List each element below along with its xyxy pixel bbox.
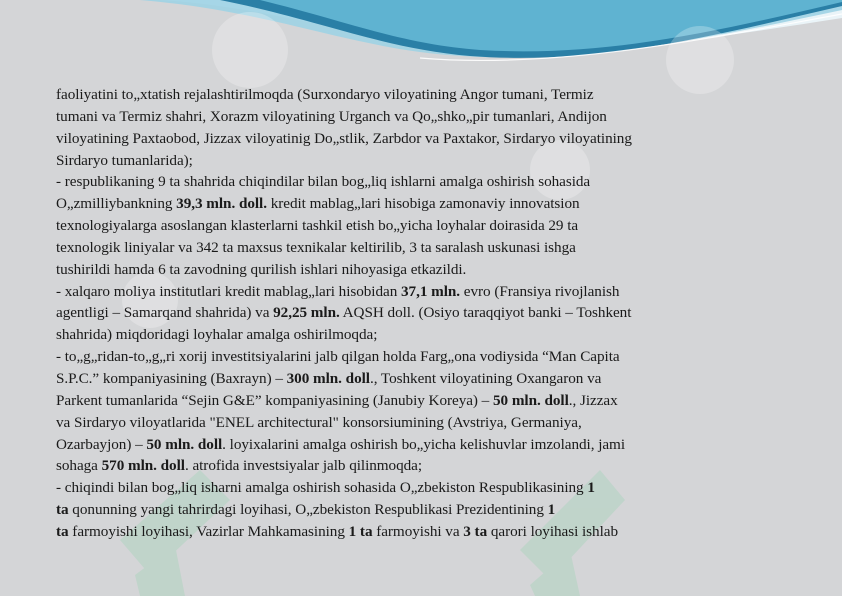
text-run: farmoyishi va	[372, 522, 464, 540]
bold-figure: 1 ta	[348, 522, 373, 540]
bold-figure: 50 mln. doll	[146, 435, 223, 453]
text-line	[56, 259, 796, 281]
bold-figure: 39,3 mln. doll.	[176, 195, 267, 213]
text-run: farmoyishi loyihasi, Vazirlar Mahkamasining	[68, 522, 349, 540]
text-line	[56, 106, 796, 128]
text-run: tushirildi hamda 6 ta zavodning qurilish ishlari nihoyasiga etkazildi.	[56, 260, 467, 278]
text-run: AQSH doll. (Osiyo taraqqiyot banki – Toshkent	[339, 304, 632, 322]
text-line	[56, 302, 796, 324]
text-line	[56, 499, 796, 521]
text-line	[56, 281, 796, 303]
text-run: qonunning yangi tahrirdagi loyihasi, O„zbekiston Respublikasi Prezidentining	[68, 501, 548, 519]
text-run: - respublikaning 9 ta shahrida chiqindilar bilan bog„liq ishlarni amalga oshirish sohasida	[56, 173, 591, 191]
text-run: Sirdaryo tumanlarida);	[56, 151, 193, 169]
bold-figure: 1	[547, 501, 556, 519]
text-run: . atrofida investsiyalar jalb qilinmoqda;	[184, 457, 423, 475]
text-run: texnologiyalarga asoslangan klasterlarni tashkil etish bo„yicha loyhalar doirasida 29 ta	[56, 217, 579, 235]
text-line	[56, 412, 796, 434]
text-line	[56, 390, 796, 412]
text-line	[56, 324, 796, 346]
text-run: evro (Fransiya rivojlanish	[460, 282, 620, 300]
text-run: sohaga	[56, 457, 102, 475]
text-run: ., Jizzax	[568, 391, 618, 409]
text-run: kredit mablag„lari hisobiga zamonaviy innovatsion	[266, 195, 580, 213]
text-run: qarori loyihasi ishlab	[487, 522, 618, 540]
bold-figure: 3 ta	[463, 522, 488, 540]
bold-figure: 92,25 mln.	[273, 304, 340, 322]
text-run: - chiqindi bilan bog„liq isharni amalga oshirish sohasida O„zbekiston Respublikasining	[56, 479, 588, 497]
bold-figure: 37,1 mln.	[401, 282, 461, 300]
text-run: . loyixalarini amalga oshirish bo„yicha kelishuvlar imzolandi, jami	[222, 435, 625, 453]
text-run: agentligi – Samarqand shahrida) va	[56, 304, 274, 322]
text-run: va Sirdaryo viloyatlarida "ENEL architectural" konsorsiumining (Avstriya, Germaniya,	[56, 413, 582, 431]
text-line	[56, 455, 796, 477]
text-line	[56, 477, 796, 499]
text-line	[56, 193, 796, 215]
text-run: - to„g„ridan-to„g„ri xorij investitsiyalarini jalb qilgan holda Farg„ona vodiysida “Man Capita	[56, 348, 620, 366]
bold-figure: 50 mln. doll	[492, 391, 569, 409]
text-run: Parkent tumanlarida “Sejin G&E” kompaniyasining (Janubiy Koreya) –	[56, 391, 493, 409]
document-body	[56, 84, 796, 543]
text-run: faoliyatini to„xtatish rejalashtirilmoqda (Surxondaryo viloyatining Angor tumani, Termiz	[56, 86, 594, 103]
text-line	[56, 346, 796, 368]
bold-figure: 1	[587, 479, 595, 497]
text-line	[56, 521, 796, 543]
text-run: - xalqaro moliya institutlari kredit mablag„lari hisobidan	[56, 282, 402, 300]
header-wave-decoration	[0, 0, 842, 80]
text-line	[56, 237, 796, 259]
text-line	[56, 150, 796, 172]
text-line	[56, 171, 796, 193]
text-line	[56, 215, 796, 237]
text-run: Ozarbayjon) –	[56, 435, 147, 453]
text-run: texnologik liniyalar va 342 ta maxsus texnikalar keltirilib, 3 ta saralash uskunasi ishga	[56, 238, 576, 256]
bold-figure: 570 mln. doll	[101, 457, 185, 475]
bold-figure: ta	[56, 501, 69, 519]
text-line	[56, 434, 796, 456]
text-line	[56, 84, 796, 106]
text-run: S.P.C.” kompaniyasining (Baxrayn) –	[56, 369, 287, 387]
bold-figure: 300 mln. doll	[286, 369, 370, 387]
bold-figure: ta	[56, 522, 69, 540]
text-run: ., Toshkent viloyatining Oxangaron va	[369, 369, 602, 387]
text-run: shahrida) miqdoridagi loyhalar amalga oshirilmoqda;	[56, 326, 378, 344]
text-line	[56, 368, 796, 390]
text-line	[56, 128, 796, 150]
text-run: viloyatining Paxtaobod, Jizzax viloyatinig Do„stlik, Zarbdor va Paxtakor, Sirdaryo viloyatining	[56, 129, 632, 147]
text-run: tumani va Termiz shahri, Xorazm viloyatining Urganch va Qo„shko„pir tumanlari, Andijon	[56, 107, 607, 125]
text-run: O„zmilliybankning	[56, 195, 177, 213]
